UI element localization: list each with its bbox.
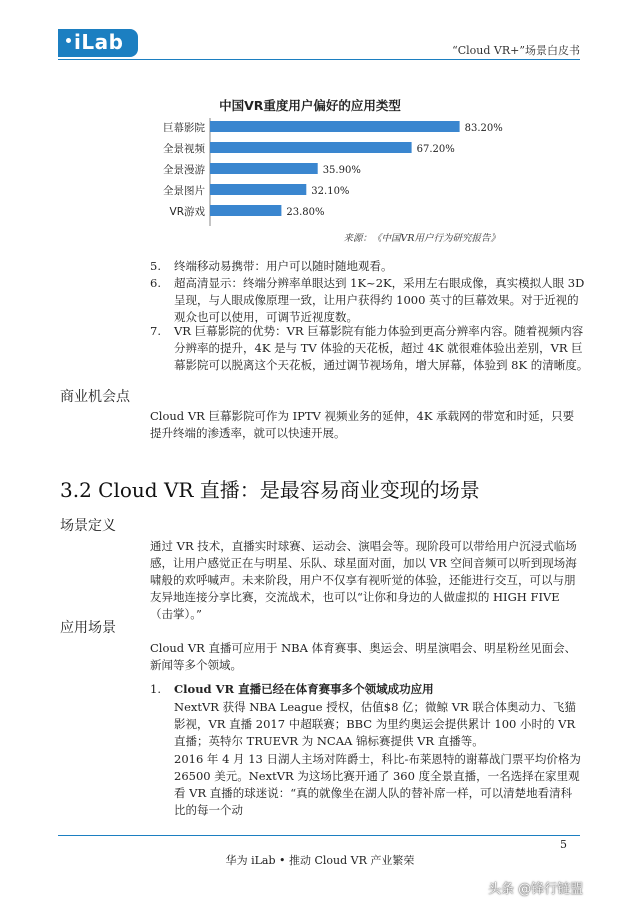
application-paragraph: Cloud VR 直播可应用于 NBA 体育赛事、奥运会、明星演唱会、明星粉丝见面会、新闻等多个领域。 (150, 641, 577, 672)
bar (210, 142, 412, 153)
ilab-logo (58, 29, 138, 57)
list-text: 终端移动易携带：用户可以随时随地观看。 (174, 259, 393, 273)
value-label: 35.90% (322, 165, 361, 176)
bar (210, 184, 306, 195)
category-label: 全景漫游 (163, 164, 205, 176)
definition-paragraph: 通过 VR 技术，直播实时球赛、运动会、演唱会等。现阶段可以带给用户沉浸式临场感，让用户感觉正在与明星、乐队、球星面对面，加以 VR 空间音频可以听到现场海啸般的欢呼喊声。未来阶段，用户不仅享有视听觉的体验，还能进行交互，可以与朋友异地连接分享比赛，交流战术，也可以“让你和身边的人做虚拟的 HIGH FIVE（击掌）。” (150, 539, 577, 621)
chart-source: 来源：《中国VR用户行为研究报告》 (343, 233, 500, 244)
value-label: 67.20% (416, 144, 455, 155)
list-text: VR 巨幕影院的优势：VR 巨幕影院有能力体验到更高分辨率内容。随着视频内容分辨率的提升，4K 是与 TV 体验的天花板，超过 4K 就很难体验出差别，VR 巨幕影院可以脱离这个天花板，通过调节视场角，增大屏幕，体验到 8K 的清晰度。 (174, 324, 589, 372)
page-number: 5 (560, 838, 567, 851)
category-label: 全景图片 (163, 185, 205, 197)
category-label: 全景视频 (163, 143, 205, 155)
list-number: 5. (150, 259, 161, 273)
logo-dot (66, 38, 71, 43)
section-heading-application: 应用场景 (60, 620, 116, 636)
logo-text: iLab (74, 30, 124, 54)
header-divider (58, 59, 580, 60)
list-number: 7. (150, 324, 161, 338)
section-heading-definition: 场景定义 (60, 518, 116, 534)
value-label: 23.80% (286, 207, 325, 218)
list-item (150, 323, 590, 374)
item-paragraph: NextVR 获得 NBA League 授权，估值$8 亿；微鲸 VR 联合体奥动力、飞猫影视，VR 直播 2017 中超联赛；BBC 为里约奥运会提供累计 100 小时的 VR 直播；英特尔 TRUEVR 为 NCAA 锦标赛提供 VR 直播等。 (174, 700, 576, 748)
bar (210, 163, 318, 174)
item-paragraph: 2016 年 4 月 13 日湖人主场对阵爵士，科比-布莱恩特的谢幕战门票平均价格为26500 美元。NextVR 为这场比赛开通了 360 度全景直播，一名选择在家里观看 VR 直播的球迷说：“真的就像坐在湖人队的替补席一样，可以清楚地看清科比的每一个动 (174, 752, 581, 817)
list-text: 超高清显示：终端分辨率单眼达到 1K~2K，采用左右眼成像，真实模拟人眼 3D 呈现，与人眼成像原理一致，让用户获得约 1000 英寸的巨幕效果。对于近视的观众也可以使用，可调节近视度数。 (174, 276, 585, 324)
watermark: 头条 @锋行链盟 (488, 882, 584, 897)
footer-divider (58, 835, 580, 836)
numbered-heading (150, 681, 434, 697)
chart-title: 中国VR重度用户偏好的应用类型 (219, 98, 401, 113)
category-label: 巨幕影院 (163, 122, 205, 134)
bar (210, 205, 281, 216)
list-number: 6. (150, 276, 161, 290)
section-heading-business: 商业机会点 (60, 389, 130, 405)
category-label: VR游戏 (169, 206, 205, 218)
value-label: 32.10% (311, 186, 350, 197)
footer-text: 华为 iLab • 推动 Cloud VR 产业繁荣 (225, 854, 415, 867)
item-title: Cloud VR 直播已经在体育赛事多个领域成功应用 (174, 682, 434, 696)
header-title: “Cloud VR+”场景白皮书 (452, 44, 580, 57)
bar (210, 121, 460, 132)
value-label: 83.20% (464, 123, 503, 134)
bar-chart (150, 118, 530, 226)
business-paragraph: Cloud VR 巨幕影院可作为 IPTV 视频业务的延伸，4K 承载网的带宽和时延，只要提升终端的渗透率，就可以快速开展。 (150, 409, 575, 440)
item-number: 1. (150, 682, 161, 696)
list-item (150, 275, 590, 326)
section-title: 3.2 Cloud VR 直播：是最容易商业变现的场景 (60, 478, 480, 502)
list-item (150, 258, 590, 275)
